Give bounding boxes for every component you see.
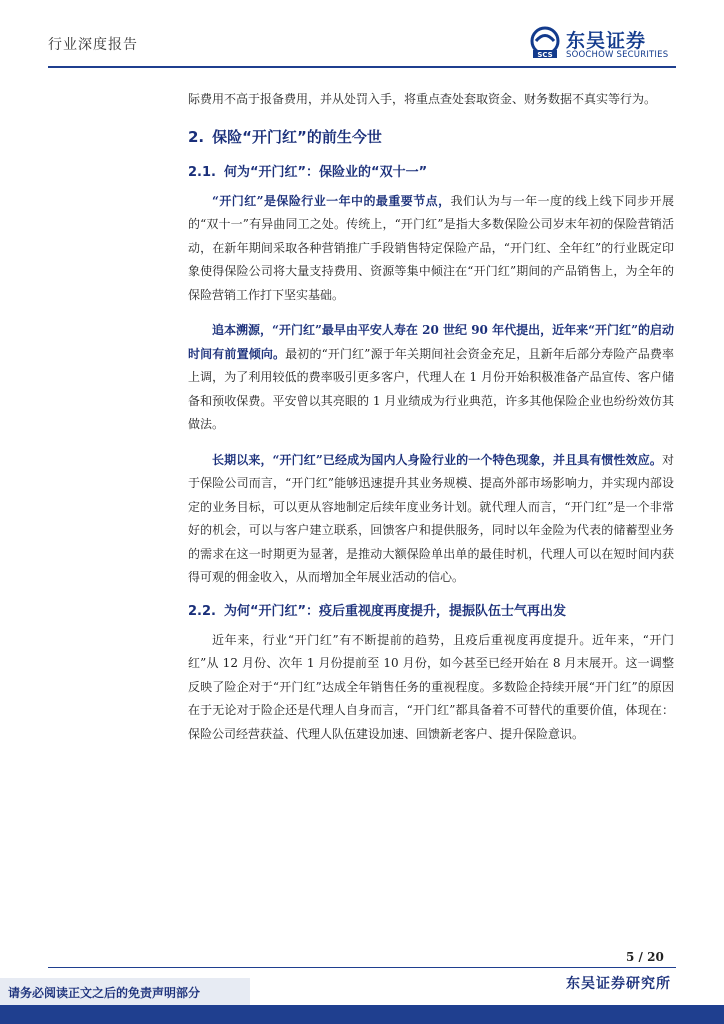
- paragraph-2-bold: 追本溯源，“开门红”最早由平安人寿在 20 世纪 90 年代提出，近年来“开门红”的启动时间有前置倾向。: [188, 323, 674, 361]
- header-divider: [48, 66, 676, 68]
- report-type-label: 行业深度报告: [48, 37, 138, 53]
- section-2-title: 保险“开门红”的前生今世: [212, 127, 382, 146]
- disclaimer-notice: 请务必阅读正文之后的免责声明部分: [8, 986, 201, 1000]
- paragraph-3-text: 对于保险公司而言，“开门红”能够迅速提升其业务规模、提高外部市场影响力，并实现内部设定的业务目标，可以更从容地制定后续年度业务计划。就代理人而言，“开门红”是一个非常好的机会，可以与客户建立联系，回馈客户和提供服务，同时以年金险为代表的储蓄型业务的需求在这一时期更为显著，是推动大额保险单出单的最佳时机，代理人可以在短时间内获得可观的佣金收入，从而增加全年展业活动的信心。: [188, 452, 674, 584]
- paragraph-1: [188, 190, 674, 308]
- paragraph-1-bold: “开门红”是保险行业一年中的最重要节点，: [212, 193, 451, 208]
- paragraph-2-text: 最初的“开门红”源于年关期间社会资金充足，且新年后部分寿险产品费率上调，为了利用较低的费率吸引更多客户，代理人在 1 月份开始积极准备产品宣传、客户储备和预收保费。平安曾以其亮眼的 1 月业绩成为行业典范，许多其他保险企业也纷纷效仿其做法。: [188, 346, 674, 431]
- section-2-1-title: 何为“开门红”：保险业的“双十一”: [223, 164, 428, 180]
- main-content: [188, 88, 674, 746]
- section-2-1-number: 2.1.: [188, 164, 216, 180]
- section-2-heading: [188, 126, 674, 147]
- section-2-2-title: 为何“开门红”：疫后重视度再度提升，提振队伍士气再出发: [223, 603, 567, 619]
- paragraph-1-text: 我们认为与一年一度的线上线下同步开展的“双十一”有异曲同工之处。传统上，“开门红”是指大多数保险公司岁末年初的保险营销活动，在新年期间采取各种营销推广手段销售特定保险产品，“开门红、全年红”的行业既定印象使得保险公司将大量支持费用、资源等集中倾注在“开门红”期间的产品销售上，为全年的保险营销工作打下坚实基础。: [188, 193, 674, 302]
- section-2-2-number: 2.2.: [188, 603, 216, 619]
- logo-cn-text: 东吴证券: [566, 30, 647, 52]
- section-2-1-heading: [188, 161, 674, 180]
- section-2-2-heading: [188, 600, 674, 619]
- lead-paragraph: 际费用不高于报备费用，并从处罚入手，将重点查处套取资金、财务数据不真实等行为。: [188, 92, 657, 106]
- footer-divider: [48, 967, 676, 968]
- scs-logo-icon: [528, 26, 562, 60]
- page-number: 5 / 20: [626, 950, 664, 964]
- company-logo: [528, 26, 678, 62]
- logo-en-text: SOOCHOW SECURITIES: [566, 50, 669, 60]
- footer-org-name: 东吴证券研究所: [566, 976, 671, 992]
- paragraph-3: [188, 449, 674, 590]
- paragraph-4: 近年来，行业“开门红”有不断提前的趋势，且疫后重视度再度提升。近年来，“开门红”从 12 月份、次年 1 月份提前至 10 月份，如今甚至已经开始在 8 月末展开。这一调整反映了险企对于“开门红”达成全年销售任务的重视程度。多数险企持续开展“开门红”的原因在于无论对于险企还是代理人自身而言，“开门红”都具备着不可替代的重要价值，体现在：保险公司经营获益、代理人队伍建设加速、回馈新老客户、提升保险意识。: [188, 632, 674, 741]
- section-2-number: 2.: [188, 127, 205, 146]
- logo-badge-text: SCS: [537, 51, 553, 59]
- paragraph-2: [188, 319, 674, 437]
- paragraph-3-bold: 长期以来，“开门红”已经成为国内人身险行业的一个特色现象，并且具有惯性效应。: [212, 452, 662, 467]
- footer-bottom-bar: [0, 1005, 724, 1024]
